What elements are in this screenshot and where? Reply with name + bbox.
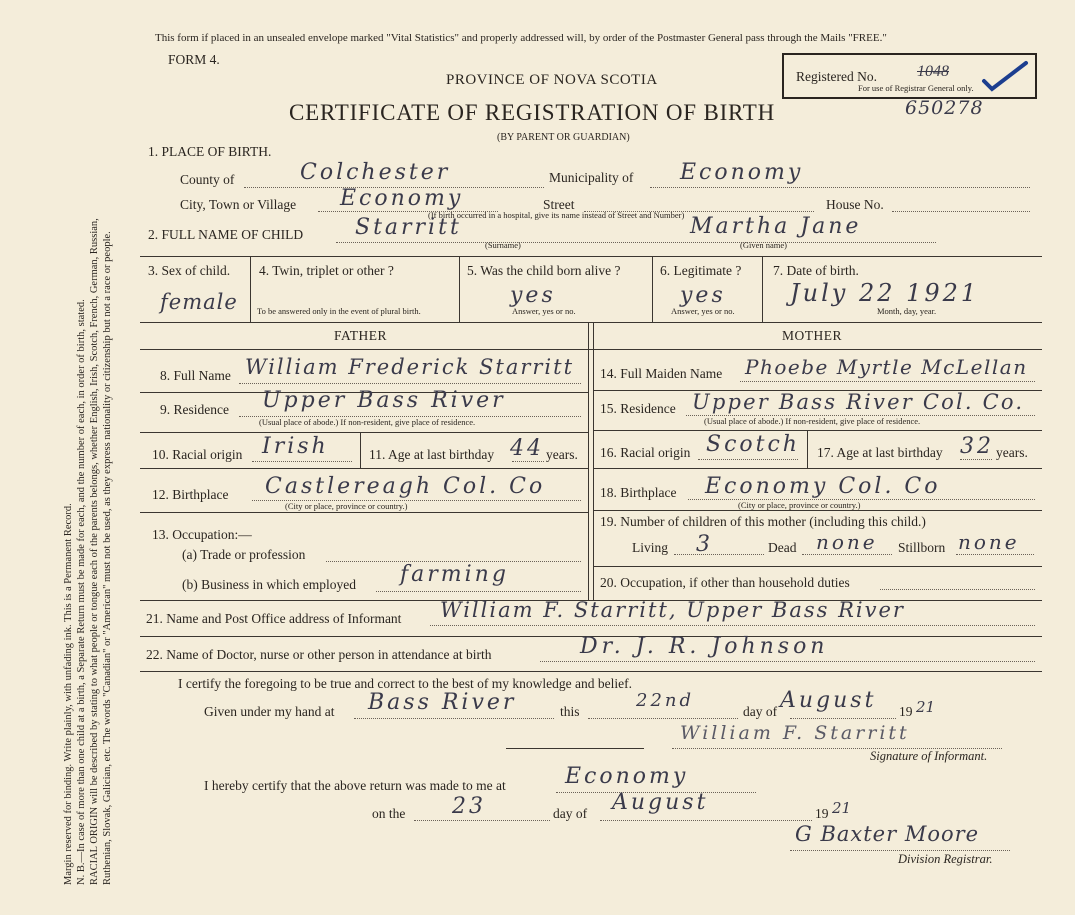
registrar-general-note: For use of Registrar General only.	[858, 83, 974, 93]
children-count-label: 19. Number of children of this mother (including this child.)	[600, 514, 926, 529]
sex-value: female	[160, 290, 238, 314]
occupation-label: 13. Occupation:—	[152, 527, 252, 542]
informant-signature-caption: Signature of Informant.	[870, 749, 988, 763]
father-birthplace-value: Castlereagh Col. Co	[265, 474, 546, 499]
father-birthplace-label: 12. Birthplace	[152, 487, 229, 502]
mother-age-label: 17. Age at last birthday	[817, 445, 943, 460]
mother-name-value: Phoebe Myrtle McLellan	[745, 355, 1028, 379]
stillborn-value: none	[958, 530, 1020, 554]
margin-line-3: RACIAL ORIGIN will be described by stating to what people or tongue each of the parents belongs, whether English, Irish, Scotch, French, German, Russian,	[89, 218, 100, 885]
certify-month-value: August	[780, 688, 877, 713]
surname-note: (Surname)	[485, 240, 521, 250]
born-alive-note: Answer, yes or no.	[512, 306, 576, 316]
registrar-on-the-label: on the	[372, 806, 406, 821]
province-heading: PROVINCE OF NOVA SCOTIA	[446, 72, 658, 88]
dead-value: none	[816, 530, 878, 554]
mother-years-label: years.	[996, 445, 1028, 460]
legitimate-note: Answer, yes or no.	[671, 306, 735, 316]
margin-line-2: N. B.—In case of more than one child at a birth, a Separate Return must be made for each, and the number of each, in order of birth, stated.	[76, 299, 87, 885]
date-of-birth-label: 7. Date of birth.	[773, 263, 859, 278]
place-of-birth-label: 1. PLACE OF BIRTH.	[148, 144, 272, 159]
margin-line-4: Ruthenian, Slovak, Galician, etc. The words "Canadian" or "American" must not be used, as they express nationality or citizenship but not a race or people.	[102, 231, 113, 885]
informant-label: 21. Name and Post Office address of Informant	[146, 611, 402, 626]
father-residence-label: 9. Residence	[160, 402, 229, 417]
street-label: Street	[543, 197, 575, 212]
mother-occupation-label: 20. Occupation, if other than household duties	[600, 575, 850, 590]
certify-day-value: 22nd	[636, 690, 695, 711]
father-residence-note: (Usual place of abode.) If non-resident, give place of residence.	[259, 417, 476, 427]
sex-label: 3. Sex of child.	[148, 263, 231, 278]
plural-birth-note: To be answered only in the event of plural birth.	[257, 306, 421, 316]
registration-box	[782, 53, 1037, 99]
mother-racial-label: 16. Racial origin	[600, 445, 691, 460]
mother-racial-value: Scotch	[706, 432, 800, 457]
certify-statement: I certify the foregoing to be true and correct to the best of my knowledge and belief.	[178, 676, 632, 691]
father-residence-value: Upper Bass River	[262, 388, 506, 413]
born-alive-label: 5. Was the child born alive ?	[467, 263, 621, 278]
form-number: FORM 4.	[168, 52, 220, 67]
certify-this-label: this	[560, 704, 580, 719]
father-age-label: 11. Age at last birthday	[369, 447, 495, 462]
certificate-subtitle: (BY PARENT OR GUARDIAN)	[497, 132, 630, 143]
margin-line-1: Margin reserved for binding. Write plainly, with unfading ink. This is a Permanent Record.	[63, 503, 74, 885]
business-value: farming	[400, 562, 509, 587]
registrar-day-of-label: day of	[553, 806, 588, 821]
living-label: Living	[632, 540, 668, 555]
born-alive-value: yes	[510, 283, 556, 308]
margin-instructions	[62, 25, 132, 885]
child-surname: Starritt	[355, 215, 462, 240]
legitimate-label: 6. Legitimate ?	[660, 263, 742, 278]
registered-number-struck: 1048	[917, 63, 949, 80]
certify-year-prefix: 19	[899, 704, 913, 719]
father-age-value: 44	[510, 436, 544, 461]
mother-birthplace-note: (City or place, province or country.)	[738, 500, 861, 510]
given-under-hand-label: Given under my hand at	[204, 704, 335, 719]
certify-place-value: Bass River	[368, 690, 517, 715]
mother-name-label: 14. Full Maiden Name	[600, 366, 723, 381]
legitimate-value: yes	[680, 283, 726, 308]
handwritten-registry-number: 650278	[905, 97, 984, 119]
city-label: City, Town or Village	[180, 197, 297, 212]
dead-label: Dead	[768, 540, 797, 555]
mother-age-value: 32	[960, 434, 994, 459]
house-number-label: House No.	[826, 197, 884, 212]
checkmark-icon	[980, 59, 1030, 93]
mother-heading: MOTHER	[782, 328, 842, 343]
plural-birth-label: 4. Twin, triplet or other ?	[259, 263, 394, 278]
certify-day-of-label: day of	[743, 704, 778, 719]
business-label: (b) Business in which employed	[182, 577, 356, 592]
stillborn-label: Stillborn	[898, 540, 946, 555]
mail-notice: This form if placed in an unsealed envelope marked "Vital Statistics" and properly addressed will, by order of the Postmaster General pass through the Mails "FREE."	[155, 32, 887, 44]
given-name-note: (Given name)	[740, 240, 787, 250]
registrar-month-value: August	[612, 790, 709, 815]
mother-residence-value: Upper Bass River Col. Co.	[692, 390, 1025, 414]
municipality-label: Municipality of	[549, 170, 634, 185]
city-value: Economy	[340, 186, 464, 211]
informant-value: William F. Starritt, Upper Bass River	[440, 598, 905, 622]
registrar-year-prefix: 19	[815, 806, 829, 821]
county-value: Colchester	[300, 160, 451, 185]
certificate-title: CERTIFICATE OF REGISTRATION OF BIRTH	[289, 100, 776, 125]
registrar-statement: I hereby certify that the above return was made to me at	[204, 778, 506, 793]
registrar-signature: G Baxter Moore	[795, 822, 980, 846]
father-racial-label: 10. Racial origin	[152, 447, 243, 462]
mother-birthplace-value: Economy Col. Co	[705, 474, 941, 499]
doctor-label: 22. Name of Doctor, nurse or other person in attendance at birth	[146, 647, 492, 662]
living-value: 3	[696, 532, 713, 557]
doctor-value: Dr. J. R. Johnson	[580, 634, 829, 659]
hospital-note: (If birth occurred in a hospital, give its name instead of Street and Number)	[428, 210, 685, 220]
date-of-birth-value: July 22 1921	[790, 279, 980, 307]
date-of-birth-note: Month, day, year.	[877, 306, 937, 316]
mother-residence-note: (Usual place of abode.) If non-resident, give place of residence.	[704, 416, 921, 426]
father-name-value: William Frederick Starritt	[245, 355, 575, 379]
registrar-place-value: Economy	[565, 764, 689, 789]
father-years-label: years.	[546, 447, 578, 462]
municipality-value: Economy	[680, 160, 804, 185]
father-name-label: 8. Full Name	[160, 368, 231, 383]
child-name-label: 2. FULL NAME OF CHILD	[148, 227, 304, 242]
mother-birthplace-label: 18. Birthplace	[600, 485, 677, 500]
father-heading: FATHER	[334, 328, 388, 343]
registrar-year-value: 21	[832, 799, 852, 817]
informant-signature: William F. Starritt	[680, 722, 910, 744]
child-given-name: Martha Jane	[690, 214, 862, 239]
trade-label: (a) Trade or profession	[182, 547, 306, 562]
certify-year-value: 21	[916, 698, 936, 716]
father-birthplace-note: (City or place, province or country.)	[285, 501, 408, 511]
mother-residence-label: 15. Residence	[600, 401, 676, 416]
county-label: County of	[180, 172, 235, 187]
father-racial-value: Irish	[262, 434, 329, 459]
registrar-caption: Division Registrar.	[898, 852, 993, 866]
registered-label: Registered No.	[796, 69, 877, 84]
registrar-day-value: 23	[452, 794, 486, 819]
